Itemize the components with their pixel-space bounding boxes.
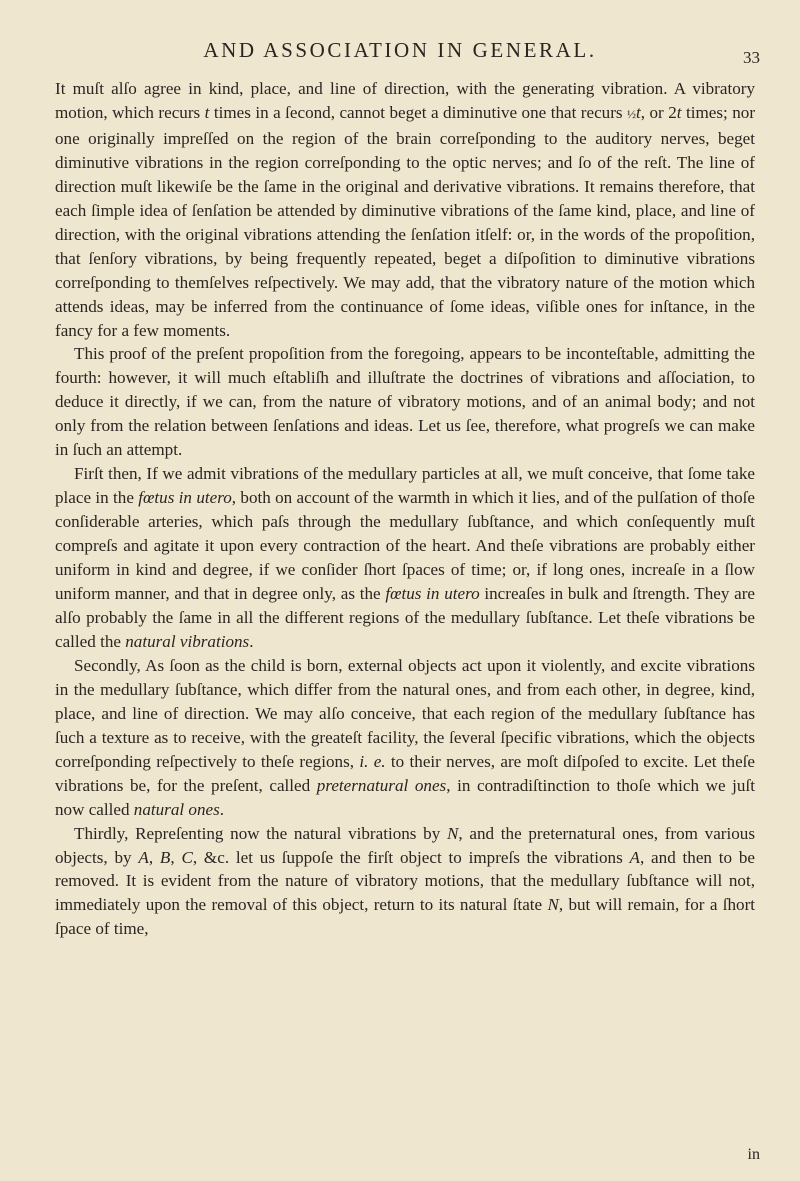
paragraph-1: It muſt alſo agree in kind, place, and line of direction, with the generating vibration. A vibratory motion, which recurs t times in a ſecond, cannot beget a diminutive one that recurs ½t, or 2t times; nor one originally impreſſed on the region of the brain correſponding to the auditory nerves, beget diminutive vibrations in the region correſponding to the optic nerves; and ſo of the reſt. The line of direction muſt likewiſe be the ſame in the original and derivative vibrations. It remains therefore, that each ſimple idea of ſenſation be attended by diminutive vibrations of the ſame kind, place, and line of direction, with the original vibrations attending the ſenſation itſelf: or, in the words of the propoſition, that ſenſory vibrations, by being frequently repeated, beget a diſpoſition to diminutive vibrations correſponding to themſelves reſpectively. We may add, that the vibratory nature of the motion which attends ideas, may be inferred from the continuance of ſome ideas, viſible ones for inſtance, in the fancy for a few moments. (55, 79, 756, 340)
paragraph-5: Thirdly, Repreſenting now the natural vibrations by N, and the preternatural ones, from various objects, by A, B, C, &c. let us ſuppoſe the firſt object to impreſs the vibrations A, and then to be removed. It is evident from the nature of vibratory motions, that the medullary ſubſtance will not, immediately upon the removal of this object, return to its natural ſtate N, but will remain, for a ſhort ſpace of time, (55, 823, 756, 939)
catchword: in (747, 1146, 760, 1163)
page-number: 33 (743, 48, 760, 67)
body-text (55, 77, 755, 941)
paragraph-4: Secondly, As ſoon as the child is born, external objects act upon it violently, and excite vibrations in the medullary ſubſtance, which differ from the natural ones, and from each other, in degree, kind, place, and line of direction. We may alſo conceive, that each region of the medullary ſubſtance has ſuch a texture as to receive, with the greateſt facility, the ſeveral ſpecific vibrations, which the objects correſponding reſpectively to theſe regions, i. e. to their nerves, are moſt diſpoſed to excite. Let theſe vibrations be, for the preſent, called preternatural ones, in contradiſtinction to thoſe which we juſt now called natural ones. (55, 655, 755, 819)
running-header: AND ASSOCIATION IN GENERAL. (203, 38, 597, 62)
paragraph-2: This proof of the preſent propoſition from the foregoing, appears to be inconteſtable, admitting the fourth: however, it will much eſtabliſh and illuſtrate the doctrines of vibrations and aſſociation, to deduce it directly, if we can, from the nature of vibratory motions, and of an animal body; and not only from the relation between ſenſations and ideas. Let us ſee, therefore, what progreſs we can make in ſuch an attempt. (55, 344, 755, 460)
paragraph-3: Firſt then, If we admit vibrations of the medullary particles at all, we muſt conceive, that ſome take place in the fœtus in utero, both on account of the warmth in which it lies, and of the pulſation of thoſe conſiderable arteries, which paſs through the medullary ſubſtance, and which conſequently muſt compreſs and agitate it upon every contraction of the heart. And theſe vibrations are probably either uniform in kind and degree, if we conſider ſhort ſpaces of time; or, if long ones, increaſe in a ſlow uniform manner, and that in degree only, as the fœtus in utero increaſes in bulk and ſtrength. They are alſo probably the ſame in all the different regions of the medullary ſubſtance. Let theſe vibrations be called the natural vibrations. (55, 464, 756, 651)
